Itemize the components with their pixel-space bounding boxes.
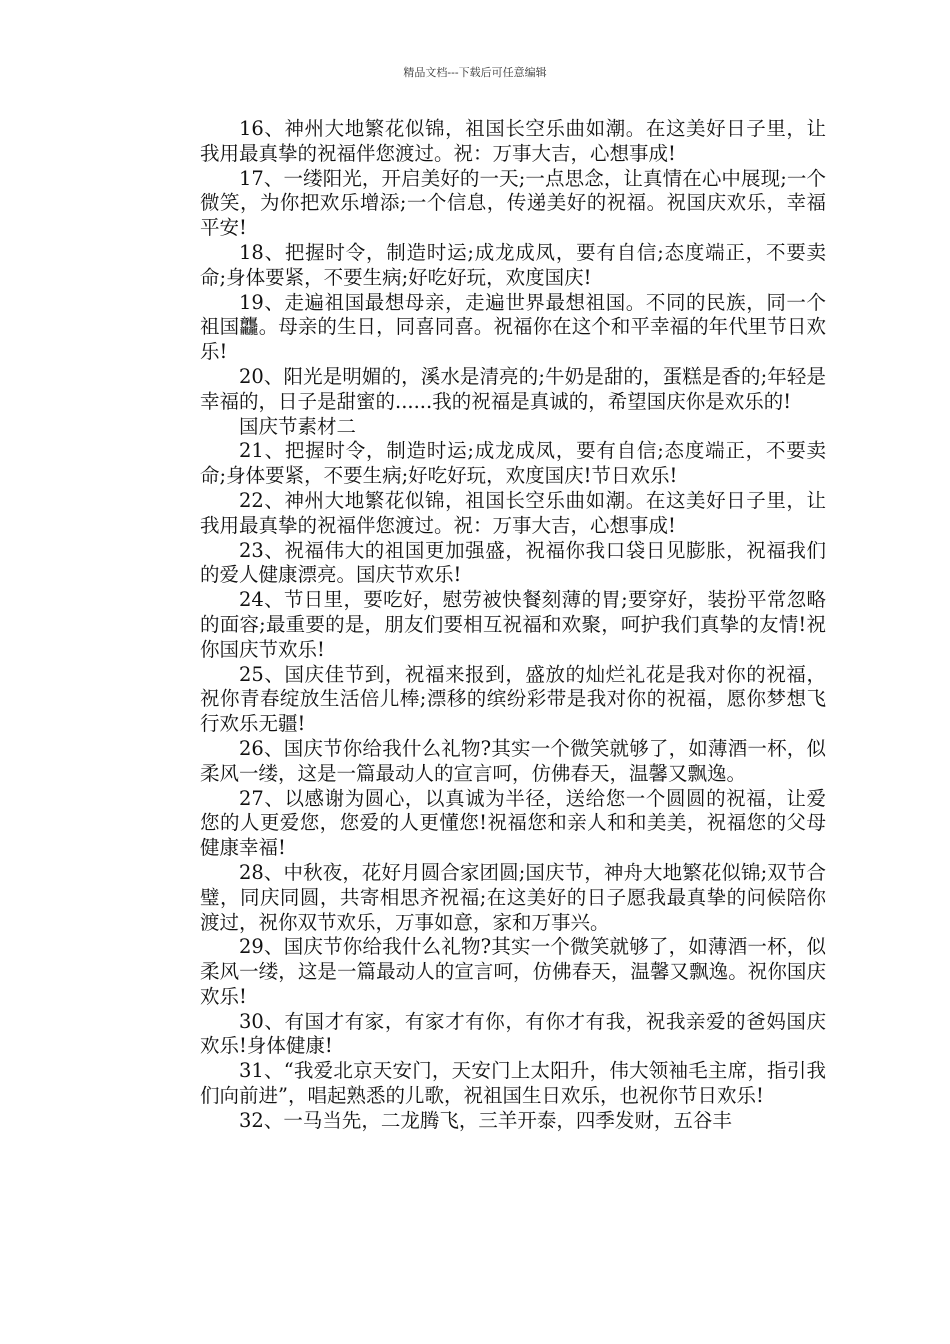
paragraph-22: 22、神州大地繁花似锦，祖国长空乐曲如潮。在这美好日子里，让我用最真挚的祝福伴您渡过。祝：万事大吉，心想事成! [200, 488, 826, 537]
paragraph-23: 23、祝福伟大的祖国更加强盛，祝福你我口袋日见膨胀，祝福我们的爱人健康漂亮。国庆节欢乐! [200, 538, 826, 587]
paragraph-16: 16、神州大地繁花似锦，祖国长空乐曲如潮。在这美好日子里，让我用最真挚的祝福伴您渡过。祝：万事大吉，心想事成! [200, 117, 826, 165]
paragraph-30: 30、有国才有家，有家才有你，有你才有我，祝我亲爱的爸妈国庆欢乐!身体健康! [200, 1009, 826, 1058]
document-body [200, 117, 826, 1134]
paragraph-18: 18、把握时令，制造时运;成龙成凤，要有自信;态度端正，不要卖命;身体要紧，不要生病;好吃好玩，欢度国庆! [200, 240, 826, 289]
paragraph-28: 28、中秋夜，花好月圆合家团圆;国庆节，神舟大地繁花似锦;双节合璧，同庆同圆，共寄相思齐祝福;在这美好的日子愿我最真挚的问候陪你渡过，祝你双节欢乐，万事如意，家和万事兴。 [200, 860, 826, 934]
paragraph-17: 17、一缕阳光，开启美好的一天;一点思念，让真情在心中展现;一个微笑，为你把欢乐增添;一个信息，传递美好的祝福。祝国庆欢乐，幸福平安! [200, 166, 826, 240]
paragraph-20: 20、阳光是明媚的，溪水是清亮的;牛奶是甜的，蛋糕是香的;年轻是幸福的，日子是甜蜜的......我的祝福是真诚的，希望国庆你是欢乐的! [200, 364, 826, 413]
paragraph-24: 24、节日里，要吃好，慰劳被快餐刻薄的胃;要穿好，装扮平常忽略的面容;最重要的是，朋友们要相互祝福和欢聚，呵护我们真挚的友情!祝你国庆节欢乐! [200, 588, 826, 661]
page-header: 精品文档---下载后可任意编辑 [403, 66, 547, 79]
section-heading: 国庆节素材二 [239, 414, 357, 438]
paragraph-26: 26、国庆节你给我什么礼物?其实一个微笑就够了，如薄酒一杯，似柔风一缕，这是一篇最动人的宣言呵，仿佛春天，温馨又飘逸。 [200, 736, 826, 785]
paragraph-19: 19、走遍祖国最想母亲，走遍世界最想祖国。不同的民族，同一个祖国龘。母亲的生日，同喜同喜。祝福你在这个和平幸福的年代里节日欢乐! [200, 290, 826, 364]
paragraph-21: 21、把握时令，制造时运;成龙成凤，要有自信;态度端正，不要卖命;身体要紧，不要生病;好吃好玩，欢度国庆!节日欢乐! [200, 439, 826, 488]
paragraph-29: 29、国庆节你给我什么礼物?其实一个微笑就够了，如薄酒一杯，似柔风一缕，这是一篇最动人的宣言呵，仿佛春天，温馨又飘逸。祝你国庆欢乐! [200, 935, 826, 1008]
paragraph-32: 32、一马当先，二龙腾飞，三羊开泰，四季发财，五谷丰 [239, 1108, 732, 1132]
paragraph-27: 27、以感谢为圆心，以真诚为半径，送给您一个圆圆的祝福，让爱您的人更爱您，您爱的人更懂您!祝福您和亲人和和美美，祝福您的父母健康幸福! [200, 786, 826, 860]
paragraph-31: 31、“我爱北京天安门，天安门上太阳升，伟大领袖毛主席，指引我们向前进”，唱起熟悉的儿歌，祝祖国生日欢乐，也祝你节日欢乐! [200, 1059, 826, 1108]
paragraph-25: 25、国庆佳节到，祝福来报到，盛放的灿烂礼花是我对你的祝福，祝你青春绽放生活倍儿棒;漂移的缤纷彩带是我对你的祝福，愿你梦想飞行欢乐无疆! [200, 662, 826, 736]
